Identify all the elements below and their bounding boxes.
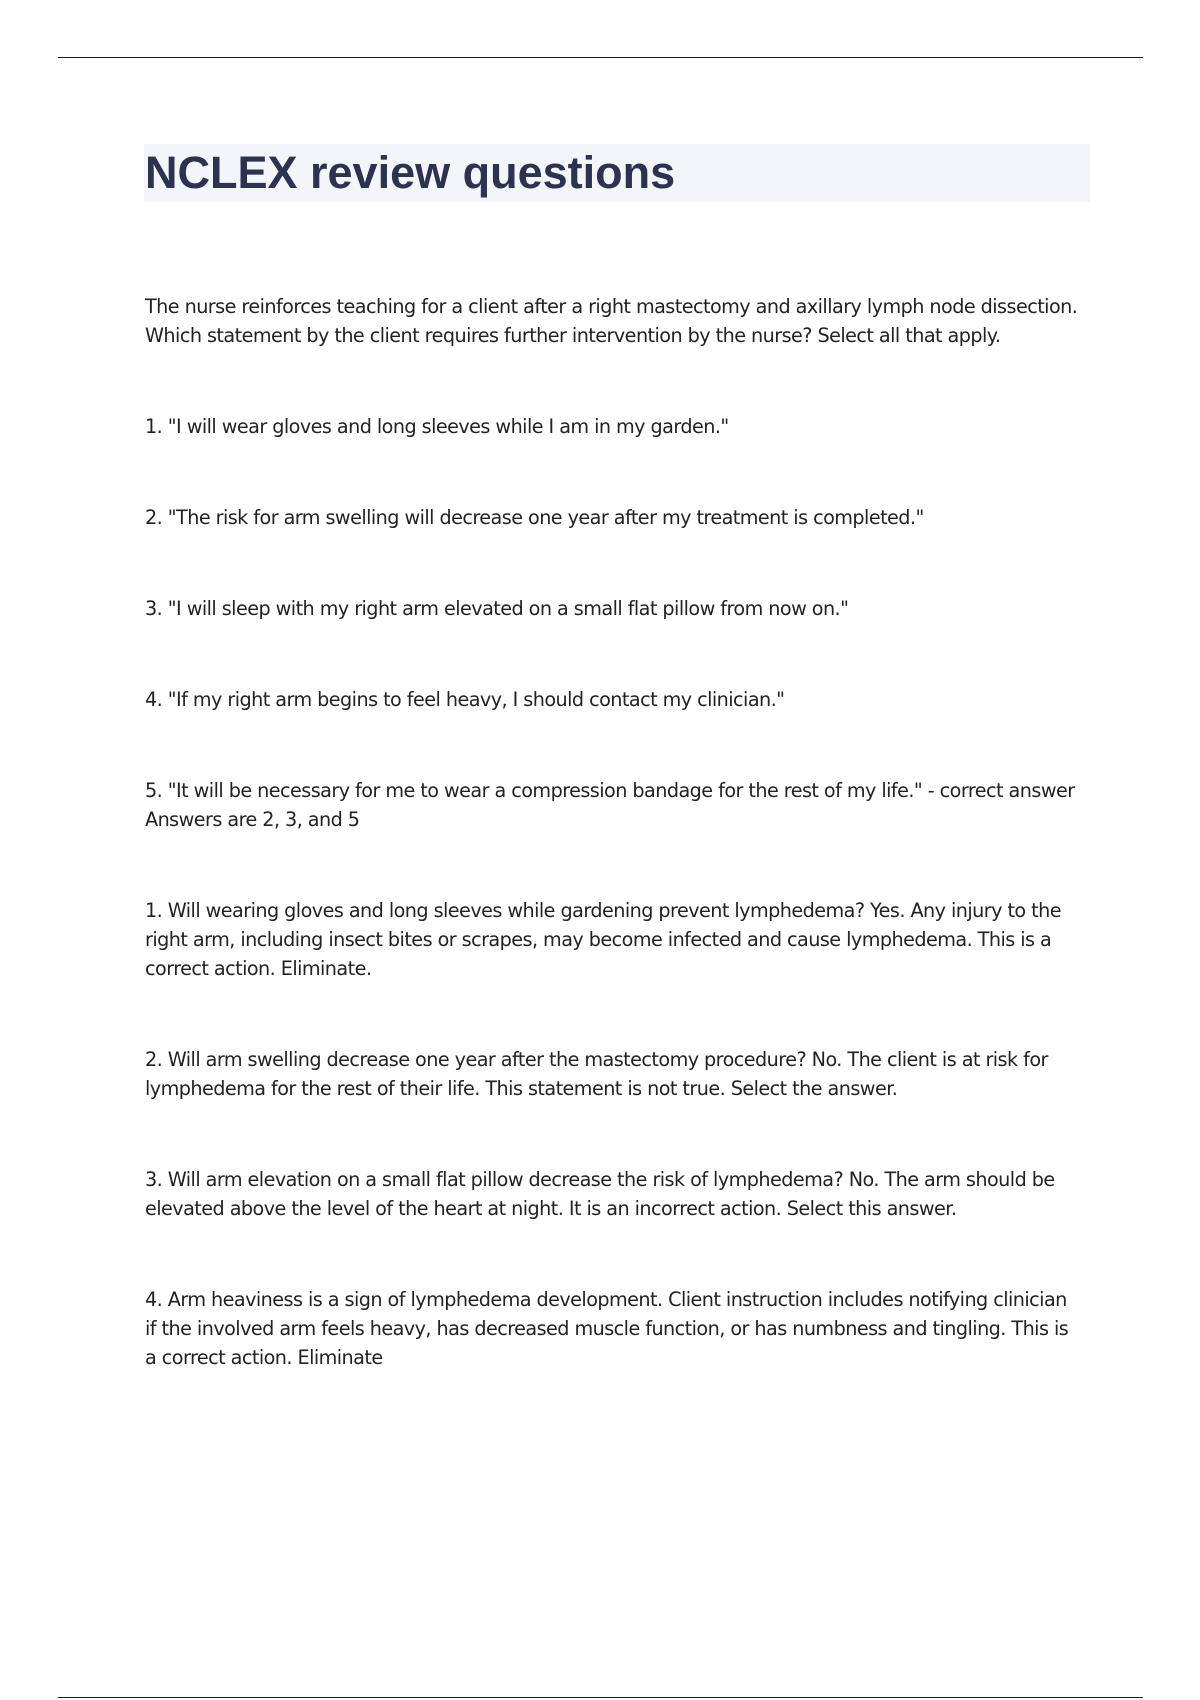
rationale-2: 2. Will arm swelling decrease one year after the mastectomy procedure? No. The client is at risk for lymphedema for the rest of their life. This statement is not true. Select the answer. bbox=[145, 1048, 1048, 1100]
page-title: NCLEX review questions bbox=[145, 147, 676, 198]
document-body bbox=[145, 292, 1080, 1434]
bottom-divider bbox=[58, 1697, 1143, 1698]
rationale-3: 3. Will arm elevation on a small flat pillow decrease the risk of lymphedema? No. The arm should be elevated above the level of the heart at night. It is an incorrect action. Select this answer. bbox=[145, 1168, 1055, 1220]
top-divider bbox=[58, 57, 1143, 58]
answer-option-2: 2. "The risk for arm swelling will decrease one year after my treatment is completed." bbox=[145, 506, 924, 529]
answer-option-5: 5. "It will be necessary for me to wear a compression bandage for the rest of my life." - correct answer Answers are 2, 3, and 5 bbox=[145, 779, 1075, 831]
rationale-1: 1. Will wearing gloves and long sleeves while gardening prevent lymphedema? Yes. Any injury to the right arm, including insect bites or scrapes, may become infected and cause lymphedema. This is a correct action. Eliminate. bbox=[145, 899, 1062, 980]
answer-option-4: 4. "If my right arm begins to feel heavy, I should contact my clinician." bbox=[145, 688, 785, 711]
answer-option-3: 3. "I will sleep with my right arm elevated on a small flat pillow from now on." bbox=[145, 597, 849, 620]
question-stem: The nurse reinforces teaching for a client after a right mastectomy and axillary lymph node dissection. Which statement by the client requires further intervention by the nurse? Select all that apply. bbox=[145, 295, 1078, 347]
rationale-4: 4. Arm heaviness is a sign of lymphedema development. Client instruction includes notifying clinician if the involved arm feels heavy, has decreased muscle function, or has numbness and tingling. This is a correct action. Eliminate bbox=[145, 1288, 1069, 1369]
answer-option-1: 1. "I will wear gloves and long sleeves while I am in my garden." bbox=[145, 415, 729, 438]
